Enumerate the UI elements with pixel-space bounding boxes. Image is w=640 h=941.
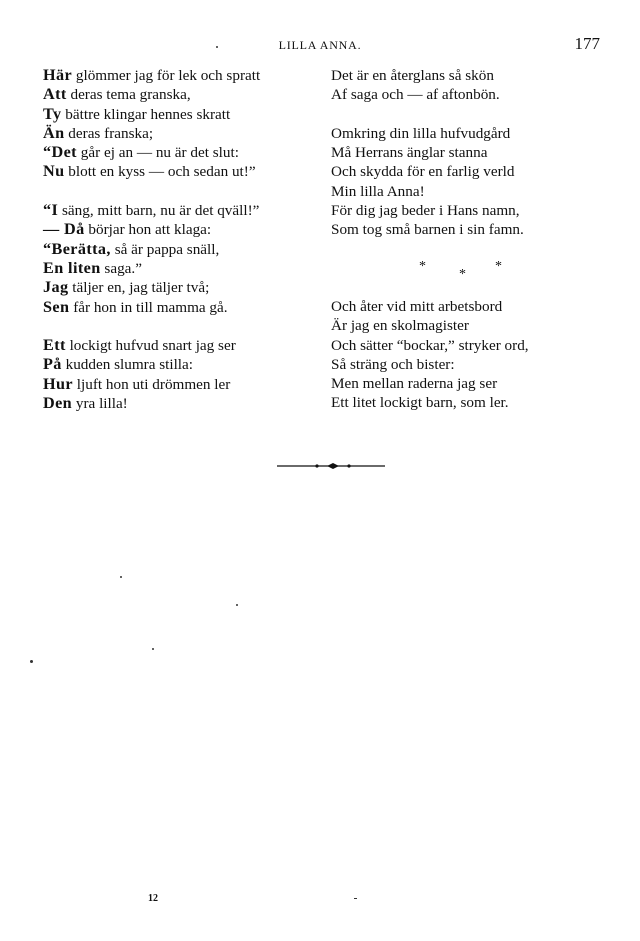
poem-line xyxy=(43,105,328,124)
line-lead-word: Än xyxy=(43,123,65,142)
page-number: 177 xyxy=(574,34,600,53)
poem-line xyxy=(43,298,328,317)
line-lead-word: “I xyxy=(43,201,59,220)
poem-line: Är jag en skolmagister xyxy=(331,317,469,335)
poem-line: Som tog små barnen i sin famn. xyxy=(331,221,524,239)
poem-line xyxy=(43,143,328,162)
poem-line xyxy=(43,220,328,239)
line-text: deras tema granska, xyxy=(66,86,191,104)
printer-signature-mark: 12 xyxy=(148,893,158,904)
asterism-divider xyxy=(331,259,591,297)
poem-line xyxy=(43,162,328,181)
line-lead-word: Ett xyxy=(43,336,66,355)
line-text: saga.” xyxy=(100,259,142,277)
stanza xyxy=(331,124,591,240)
line-text: täljer en, jag täljer två; xyxy=(68,279,210,297)
line-text: glömmer jag för lek och spratt xyxy=(72,67,261,84)
poem-line xyxy=(43,375,328,394)
stanza xyxy=(43,66,328,182)
poem-line: Så sträng och bister: xyxy=(331,355,455,373)
asterisk-glyph: * xyxy=(495,258,502,274)
poem-line: För dig jag beder i Hans namn, xyxy=(331,202,520,220)
ornamental-rule xyxy=(277,460,385,472)
line-text: kudden slumra stilla: xyxy=(61,356,193,374)
line-text: blott en kyss — och sedan ut!” xyxy=(64,163,256,181)
poem-line: Af saga och — af aftonbön. xyxy=(331,86,500,104)
line-lead-word: Att xyxy=(43,85,67,104)
line-text: börjar hon att klaga: xyxy=(84,221,212,239)
line-lead-word: Hur xyxy=(43,374,73,393)
poem-right-column xyxy=(331,66,591,432)
page-header-title: LILLA ANNA. xyxy=(278,38,362,52)
poem-line: Må Herrans änglar stanna xyxy=(331,144,488,162)
line-text: går ej an — nu är det slut: xyxy=(76,144,239,162)
poem-line xyxy=(43,85,328,104)
line-text: säng, mitt barn, nu är det qväll!” xyxy=(58,202,260,220)
scan-speck xyxy=(236,604,238,606)
poem-line xyxy=(43,240,328,259)
line-text: lockigt hufvud snart jag ser xyxy=(65,337,236,355)
stanza xyxy=(331,66,591,105)
poem-line: Det är en återglans så skön xyxy=(331,67,494,84)
line-text: bättre klingar hennes skratt xyxy=(61,105,231,123)
line-lead-word: Jag xyxy=(43,278,69,297)
poem-line: Och sätter “bockar,” stryker ord, xyxy=(331,336,529,354)
line-lead-word: “Berätta, xyxy=(43,239,111,258)
poem-line xyxy=(43,66,328,85)
poem-line xyxy=(43,278,328,297)
stanza xyxy=(331,297,591,413)
scan-speck xyxy=(216,46,218,48)
line-lead-word: Den xyxy=(43,394,73,413)
line-lead-word: “Det xyxy=(43,143,77,162)
line-text: får hon in till mamma gå. xyxy=(69,298,228,316)
poem-line xyxy=(43,201,328,220)
asterisk-glyph: * xyxy=(459,266,466,282)
poem-line: Men mellan raderna jag ser xyxy=(331,375,498,393)
line-lead-word: På xyxy=(43,355,62,374)
line-lead-word: En liten xyxy=(43,258,101,277)
asterisk-glyph: * xyxy=(419,258,426,274)
stanza xyxy=(43,336,328,413)
poem-line: Ett litet lockigt barn, som ler. xyxy=(331,394,509,412)
line-text: så är pappa snäll, xyxy=(110,240,220,258)
line-text: yra lilla! xyxy=(72,395,128,413)
poem-left-column xyxy=(43,66,328,433)
poem-line: Min lilla Anna! xyxy=(331,182,425,200)
stanza xyxy=(43,201,328,317)
line-lead-word: Sen xyxy=(43,297,70,316)
poem-line xyxy=(43,124,328,143)
poem-line: Omkring din lilla hufvudgård xyxy=(331,124,511,142)
line-text: deras franska; xyxy=(64,124,154,142)
scan-speck xyxy=(120,576,122,578)
scan-speck xyxy=(30,660,33,663)
poem-line: Och skydda för en farlig verld xyxy=(331,163,515,181)
poem-line xyxy=(43,336,328,355)
line-lead-word: Nu xyxy=(43,162,65,181)
line-lead-word: Ty xyxy=(43,104,62,123)
scan-speck xyxy=(354,898,357,899)
poem-line xyxy=(43,394,328,413)
poem-line xyxy=(43,259,328,278)
poem-line xyxy=(43,355,328,374)
line-lead-word: Här xyxy=(43,66,73,84)
scan-speck xyxy=(152,648,154,650)
line-lead-word: — Då xyxy=(43,220,85,239)
poem-line: Och åter vid mitt arbetsbord xyxy=(331,297,503,315)
line-text: ljuft hon uti drömmen ler xyxy=(72,375,231,393)
